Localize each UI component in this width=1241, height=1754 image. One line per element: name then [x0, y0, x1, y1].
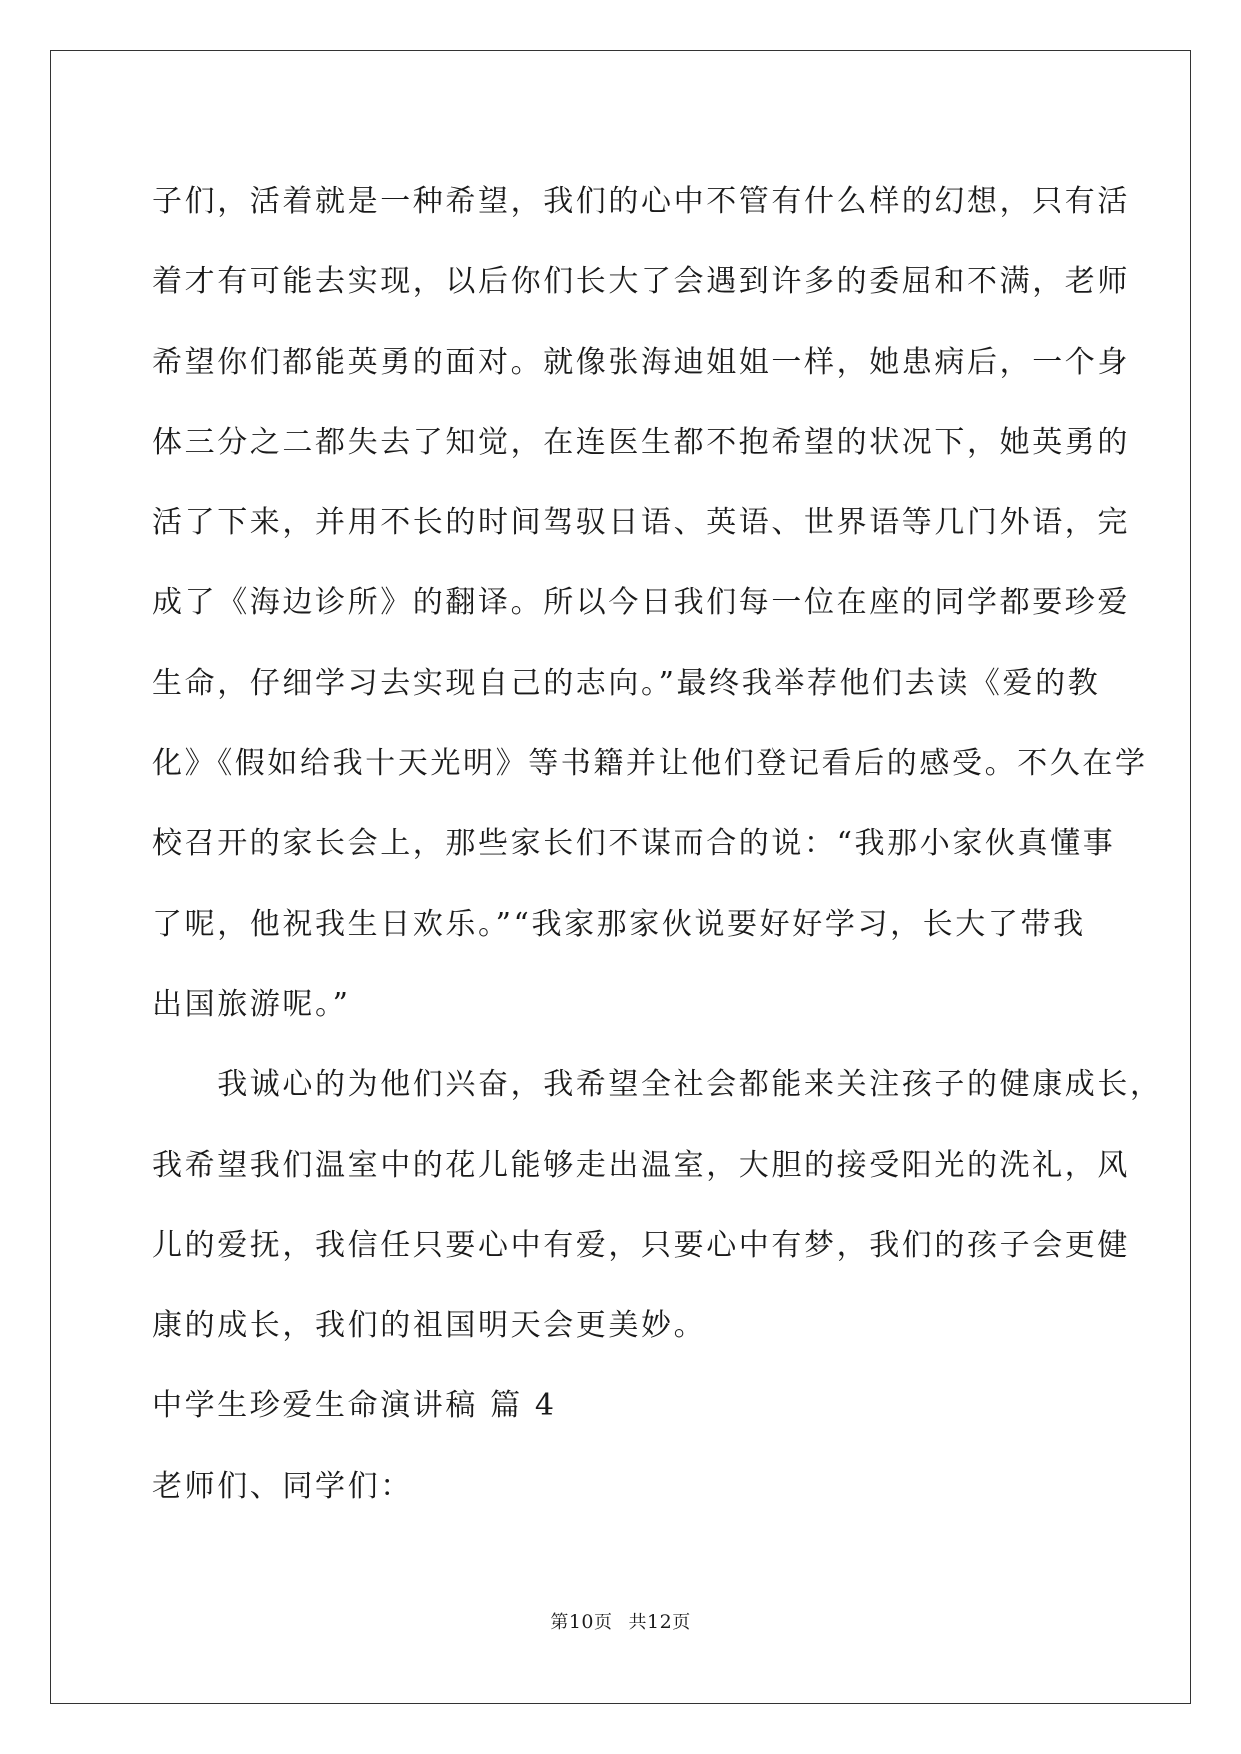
text-line: 希望你们都能英勇的面对。就像张海迪姐姐一样，她患病后，一个身: [152, 344, 1130, 380]
page-current: 10: [568, 1611, 594, 1633]
text-line: 体三分之二都失去了知觉，在连医生都不抱希望的状况下，她英勇的: [152, 424, 1130, 460]
total-prefix: 共: [628, 1612, 647, 1633]
paragraph-start-line: 我诚心的为他们兴奋，我希望全社会都能来关注孩子的健康成长，: [152, 1067, 1163, 1103]
document-body: [152, 162, 1163, 1527]
text-line: 校召开的家长会上，那些家长们不谋而合的说：“我那小家伙真懂事: [152, 826, 1116, 862]
text-line: 着才有可能去实现，以后你们长大了会遇到许多的委屈和不满，老师: [152, 264, 1130, 300]
text-line: 化》《假如给我十天光明》等书籍并让他们登记看后的感受。不久在学: [152, 746, 1148, 782]
text-line: 了呢，他祝我生日欢乐。”“我家那家伙说要好好学习，长大了带我: [152, 906, 1086, 942]
page-unit: 页: [594, 1612, 613, 1633]
page-total: 12: [647, 1611, 673, 1633]
page-prefix: 第: [550, 1612, 569, 1633]
text-line: 生命，仔细学习去实现自己的志向。”最终我举荐他们去读《爱的教: [152, 665, 1101, 701]
text-line: 成了《海边诊所》的翻译。所以今日我们每一位在座的同学都要珍爱: [152, 585, 1130, 621]
text-line: 我希望我们温室中的花儿能够走出温室，大胆的接受阳光的洗礼，风: [152, 1147, 1130, 1183]
text-line: 出国旅游呢。”: [152, 986, 351, 1022]
section-heading: 中学生珍爱生命演讲稿 篇 4: [152, 1388, 557, 1424]
text-line: 活了下来，并用不长的时间驾驭日语、英语、世界语等几门外语，完: [152, 505, 1130, 541]
text-line: 康的成长，我们的祖国明天会更美妙。: [152, 1308, 707, 1344]
page-footer: [0, 1608, 1241, 1634]
text-line: 子们，活着就是一种希望，我们的心中不管有什么样的幻想，只有活: [152, 184, 1130, 219]
total-unit: 页: [672, 1612, 691, 1633]
salutation-line: 老师们、同学们：: [152, 1468, 413, 1504]
text-line: 儿的爱抚，我信任只要心中有爱，只要心中有梦，我们的孩子会更健: [152, 1227, 1130, 1263]
